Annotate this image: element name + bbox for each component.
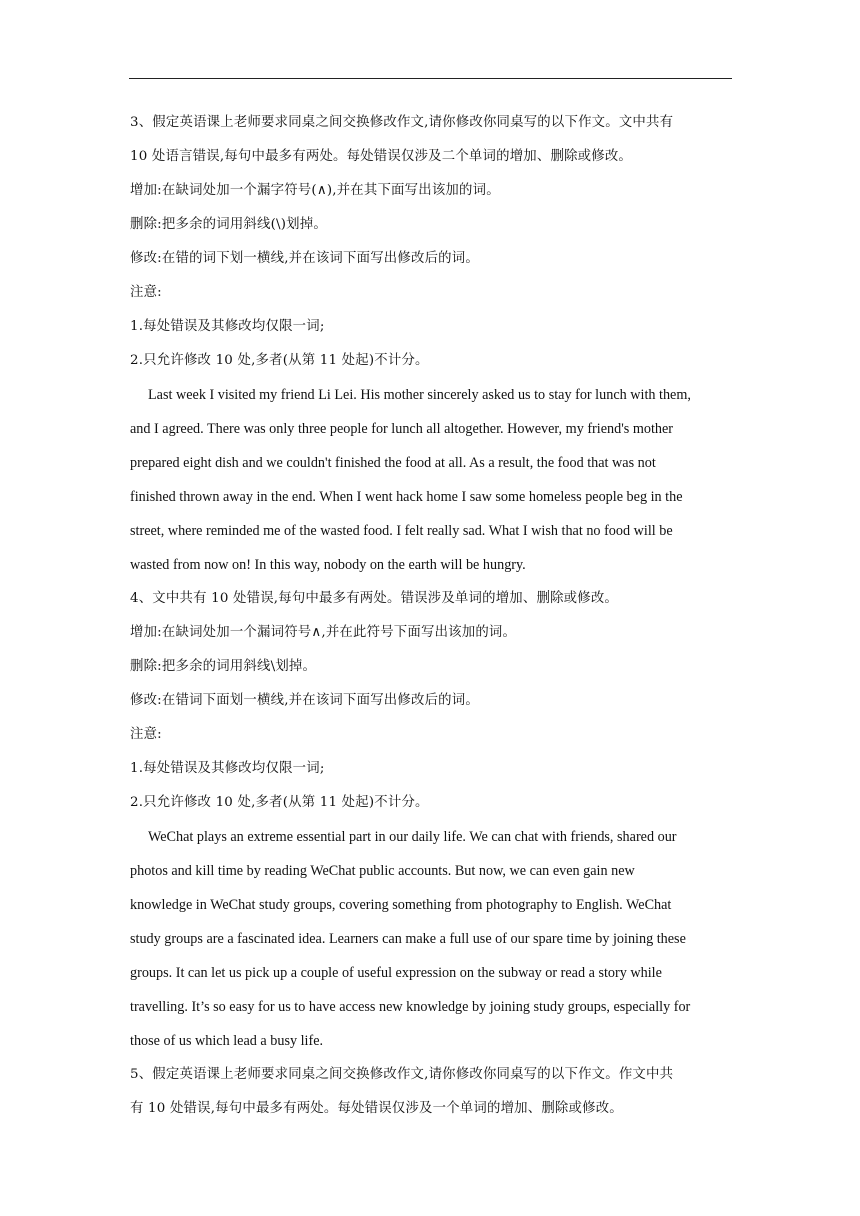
note-item-2: 2.只允许修改 10 处,多者(从第 11 处起)不计分。 (130, 353, 429, 368)
essay-3 (130, 378, 730, 582)
note-heading: 注意: (130, 285, 162, 300)
essay-line: street, where reminded me of the wasted food. I felt really sad. What I wish that no food will be (130, 523, 673, 539)
instruction-line: 10 处语言错误,每句中最多有两处。每处错误仅涉及二个单词的增加、删除或修改。 (130, 149, 633, 164)
note-item-2: 2.只允许修改 10 处,多者(从第 11 处起)不计分。 (130, 795, 429, 810)
instruction-delete: 删除:把多余的词用斜线\划掉。 (130, 659, 317, 674)
essay-line: groups. It can let us pick up a couple of useful expression on the subway or read a story while (130, 965, 662, 981)
essay-line: WeChat plays an extreme essential part in our daily life. We can chat with friends, shared our (148, 829, 677, 845)
instruction-line: 有 10 处错误,每句中最多有两处。每处错误仅涉及一个单词的增加、删除或修改。 (130, 1101, 623, 1116)
instruction-add: 增加:在缺词处加一个漏词符号∧,并在此符号下面写出该加的词。 (130, 625, 517, 640)
essay-line: and I agreed. There was only three people for lunch all altogether. However, my friend's mother (130, 421, 674, 437)
header-rule (129, 78, 732, 79)
essay-line: travelling. It’s so easy for us to have access new knowledge by joining study groups, especially for (130, 999, 691, 1015)
document-body (130, 106, 730, 1126)
section-5 (130, 1058, 730, 1126)
instruction-delete: 删除:把多余的词用斜线(\)划掉。 (130, 217, 327, 232)
note-item-1: 1.每处错误及其修改均仅限一词; (130, 761, 325, 776)
essay-line: those of us which lead a busy life. (130, 1033, 324, 1049)
essay-line: Last week I visited my friend Li Lei. His mother sincerely asked us to stay for lunch with them, (148, 387, 691, 403)
essay-4 (130, 820, 730, 1058)
essay-line: prepared eight dish and we couldn't finished the food at all. As a result, the food that was not (130, 455, 656, 471)
essay-line: photos and kill time by reading WeChat public accounts. But now, we can even gain new (130, 863, 635, 879)
essay-line: wasted from now on! In this way, nobody on the earth will be hungry. (130, 557, 526, 573)
section-3-title: 3、假定英语课上老师要求同桌之间交换修改作文,请你修改你同桌写的以下作文。文中共有 (130, 115, 674, 130)
section-5-title: 5、假定英语课上老师要求同桌之间交换修改作文,请你修改你同桌写的以下作文。作文中共 (130, 1067, 674, 1082)
section-3 (130, 106, 730, 582)
essay-line: knowledge in WeChat study groups, covering something from photography to English. WeChat (130, 897, 672, 913)
instruction-modify: 修改:在错的词下划一横线,并在该词下面写出修改后的词。 (130, 251, 479, 266)
essay-line: finished thrown away in the end. When I went hack home I saw some homeless people beg in the (130, 489, 683, 505)
section-4-title: 4、文中共有 10 处错误,每句中最多有两处。错误涉及单词的增加、删除或修改。 (130, 591, 619, 606)
instruction-add: 增加:在缺词处加一个漏字符号(∧),并在其下面写出该加的词。 (130, 183, 500, 198)
essay-line: study groups are a fascinated idea. Learners can make a full use of our spare time by joining these (130, 931, 686, 947)
instruction-modify: 修改:在错词下面划一横线,并在该词下面写出修改后的词。 (130, 693, 479, 708)
section-4 (130, 582, 730, 1058)
note-item-1: 1.每处错误及其修改均仅限一词; (130, 319, 325, 334)
note-heading: 注意: (130, 727, 162, 742)
